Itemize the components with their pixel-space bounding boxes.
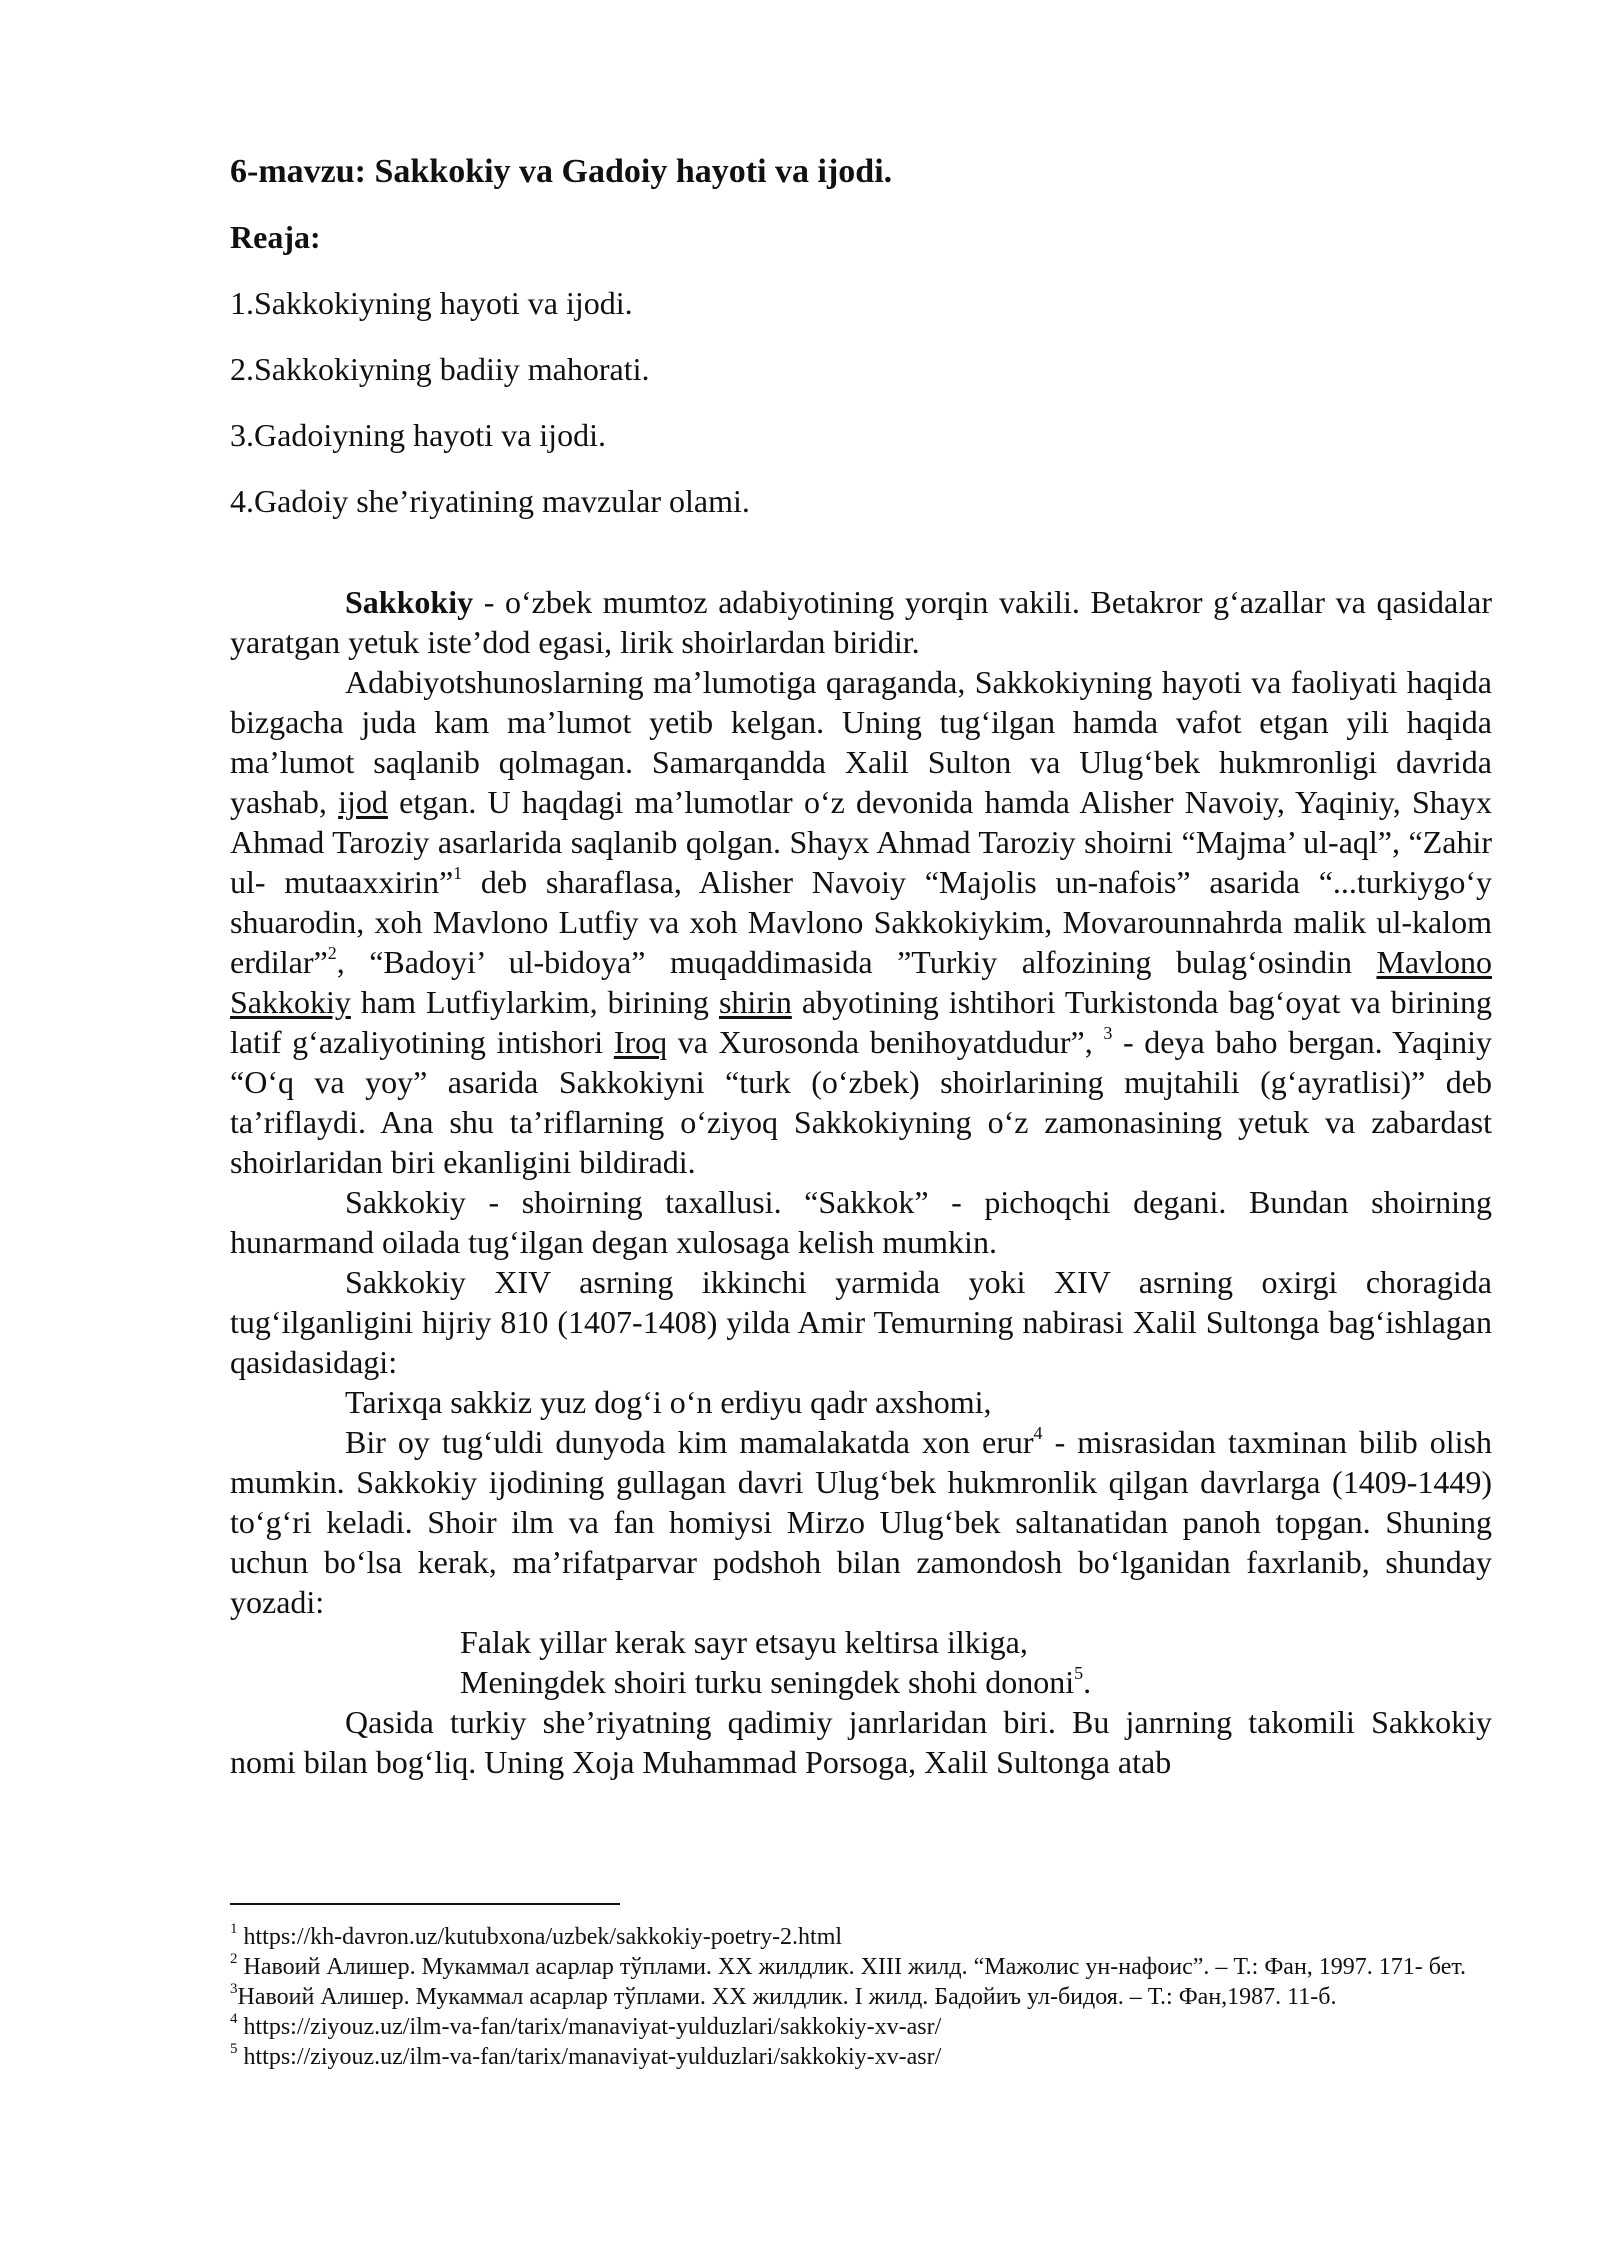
footnote-text-3: Навоий Алишер. Мукаммал асарлар тўплами. XX жилдлик. I жилд. Бадойиъ ул-бидоя. – Т.: Фан,1987. 11-б. xyxy=(237,1984,1337,2010)
paragraph-1 xyxy=(230,582,1492,662)
underlined-word-mavlono: Mavlono xyxy=(1376,944,1492,980)
paragraph-2 xyxy=(230,662,1492,1182)
footnote-text-4[interactable]: https://ziyouz.uz/ilm-va-fan/tarix/manaviyat-yulduzlari/sakkokiy-xv-asr/ xyxy=(237,2014,942,2040)
paragraph-2-text-h: - deya baho bergan. Yaqiniy “O‘q va yoy” asarida Sakkokiyni “turk (o‘zbek) shoirlarining mujtahili (g‘ayratlisi)” deb ta’riflaydi. Ana shu ta’riflarning o‘ziyoq Sakkokiyning o‘z zamonasining yetuk va zabardast shoirlaridan biri ekanligini bildiradi. xyxy=(230,1024,1493,1180)
paragraph-2-text-f: abyotining ishtihori Turkistonda bag‘oyat va birining latif g‘azaliyotining intishori xyxy=(230,984,1492,1060)
verse-line-3 xyxy=(230,1662,1492,1702)
page-content xyxy=(230,150,1492,1782)
underlined-word-sakkokiy: Sakkokiy xyxy=(230,984,351,1020)
footnote-number-1: 1 xyxy=(230,1921,238,1937)
footnote-text-5[interactable]: https://ziyouz.uz/ilm-va-fan/tarix/manaviyat-yulduzlari/sakkokiy-xv-asr/ xyxy=(237,2044,942,2070)
footnote-number-5: 5 xyxy=(230,2041,238,2057)
footnote-5 xyxy=(230,2042,1492,2072)
underlined-word-iroq: Iroq xyxy=(613,1024,668,1060)
footnote-number-3: 3 xyxy=(230,1981,238,1997)
page-title: 6-mavzu: Sakkokiy va Gadoiy hayoti va ijodi. xyxy=(230,153,893,190)
verse-line-2: Falak yillar kerak sayr etsayu keltirsa ilkiga, xyxy=(460,1624,1028,1660)
paragraph-5-text-a: Bir oy tug‘uldi dunyoda kim mamalakatda xon erur xyxy=(345,1424,1034,1460)
plan-heading: Reaja: xyxy=(230,219,321,255)
paragraph-2-text-c: deb sharaflasa, Alisher Navoiy “Majolis un-nafois” asarida “...turkiygo‘y shuarodin, xoh Mavlono Lutfiy va xoh Mavlono Sakkokiykim, Movarounnahrda malik ul-kalom erdilar” xyxy=(230,864,1493,980)
footnote-3 xyxy=(230,1982,1492,2012)
plan-item-2: 2.Sakkokiyning badiiy mahorati. xyxy=(230,351,650,387)
term-sakkokiy: Sakkokiy xyxy=(345,584,474,620)
paragraph-2-text-g: va Xurosonda benihoyatdudur”, xyxy=(667,1024,1104,1060)
footnotes xyxy=(230,1922,1492,2072)
footnote-ref-4[interactable]: 4 xyxy=(1033,1423,1043,1444)
verse-line-1: Tarixqa sakkiz yuz dog‘i o‘n erdiyu qadr axshomi, xyxy=(345,1384,992,1420)
paragraph-2-text-b: etgan. U haqdagi ma’lumotlar o‘z devonida hamda Alisher Navoiy, Yaqiniy, Shayx Ahmad Taroziy asarlarida saqlanib qolgan. Shayx Ahmad Taroziy shoirni “Majma’ ul-aql”, “Zahir ul- mutaaxxirin” xyxy=(230,784,1493,900)
paragraph-4: Sakkokiy XIV asrning ikkinchi yarmida yoki XIV asrning oxirgi choragida tug‘ilganligini hijriy 810 (1407-1408) yilda Amir Temurning nabirasi Xalil Sultonga bag‘ishlagan qasidasidagi: xyxy=(230,1264,1492,1380)
paragraph-1-text: - o‘zbek mumtoz adabiyotining yorqin vakili. Betakror g‘azallar va qasidalar yaratgan yetuk iste’dod egasi, lirik shoirlardan biridir. xyxy=(230,584,1492,660)
plan-item-3: 3.Gadoiyning hayoti va ijodi. xyxy=(230,417,606,453)
paragraph-2-text-e: ham Lutfiylarkim, birining xyxy=(350,984,719,1020)
verse-line-3-text: Meningdek shoiri turku seningdek shohi dononi xyxy=(460,1664,1075,1700)
footnote-number-2: 2 xyxy=(230,1951,238,1967)
underlined-word-shirin: shirin xyxy=(718,984,792,1020)
underlined-word-ijod: ijod xyxy=(338,784,388,820)
footnote-ref-1[interactable]: 1 xyxy=(453,863,463,884)
footnote-1 xyxy=(230,1922,1492,1952)
paragraph-5 xyxy=(230,1422,1492,1622)
paragraph-6: Qasida turkiy she’riyatning qadimiy janrlaridan biri. Bu janrning takomili Sakkokiy nomi bilan bog‘liq. Uning Xoja Muhammad Porsoga, Xalil Sultonga atab xyxy=(230,1704,1492,1780)
plan-item-1: 1.Sakkokiyning hayoti va ijodi. xyxy=(230,285,633,321)
paragraph-2-text-a: Adabiyotshunoslarning ma’lumotiga qaraganda, Sakkokiyning hayoti va faoliyati haqida bizgacha juda kam ma’lumot yetib kelgan. Uning tug‘ilgan hamda vafot etgan yili haqida ma’lumot saqlanib qolmagan. Samarqandda Xalil Sulton va Ulug‘bek hukmronligi davrida yashab, xyxy=(230,664,1492,820)
verse-line-3-end: . xyxy=(1083,1664,1092,1700)
footnote-separator xyxy=(230,1903,620,1905)
footnote-number-4: 4 xyxy=(230,2011,238,2027)
footnote-ref-5[interactable]: 5 xyxy=(1074,1663,1084,1684)
paragraph-2-text-d: , “Badoyi’ ul-bidoya” muqaddimasida ”Turkiy alfozining bulag‘osindin xyxy=(336,944,1377,980)
footnote-text-1[interactable]: https://kh-davron.uz/kutubxona/uzbek/sakkokiy-poetry-2.html xyxy=(237,1924,843,1950)
footnote-4 xyxy=(230,2012,1492,2042)
footnote-text-2: Навоий Алишер. Мукаммал асарлар тўплами. XX жилдлик. XIII жилд. “Мажолис ун-нафоис”. – Т.: Фан, 1997. 171- бет. xyxy=(237,1954,1467,1980)
paragraph-3: Sakkokiy - shoirning taxallusi. “Sakkok” - pichoqchi degani. Bundan shoirning hunarmand oilada tug‘ilgan degan xulosaga kelish mumkin. xyxy=(230,1184,1492,1260)
footnote-ref-2[interactable]: 2 xyxy=(327,943,337,964)
paragraph-5-text-b: - misrasidan taxminan bilib olish mumkin. Sakkokiy ijodining gullagan davri Ulug‘bek hukmronlik qilgan davrlarga (1409-1449) to‘g‘ri keladi. Shoir ilm va fan homiysi Mirzo Ulug‘bek saltanatidan panoh topgan. Shuning uchun bo‘lsa kerak, ma’rifatparvar podshoh bilan zamondosh bo‘lganidan faxrlanib, shunday yozadi: xyxy=(230,1424,1493,1620)
body-text xyxy=(230,582,1492,1782)
footnote-2 xyxy=(230,1952,1492,1982)
footnote-ref-3[interactable]: 3 xyxy=(1103,1023,1113,1044)
plan-item-4: 4.Gadoiy she’riyatining mavzular olami. xyxy=(230,483,750,519)
